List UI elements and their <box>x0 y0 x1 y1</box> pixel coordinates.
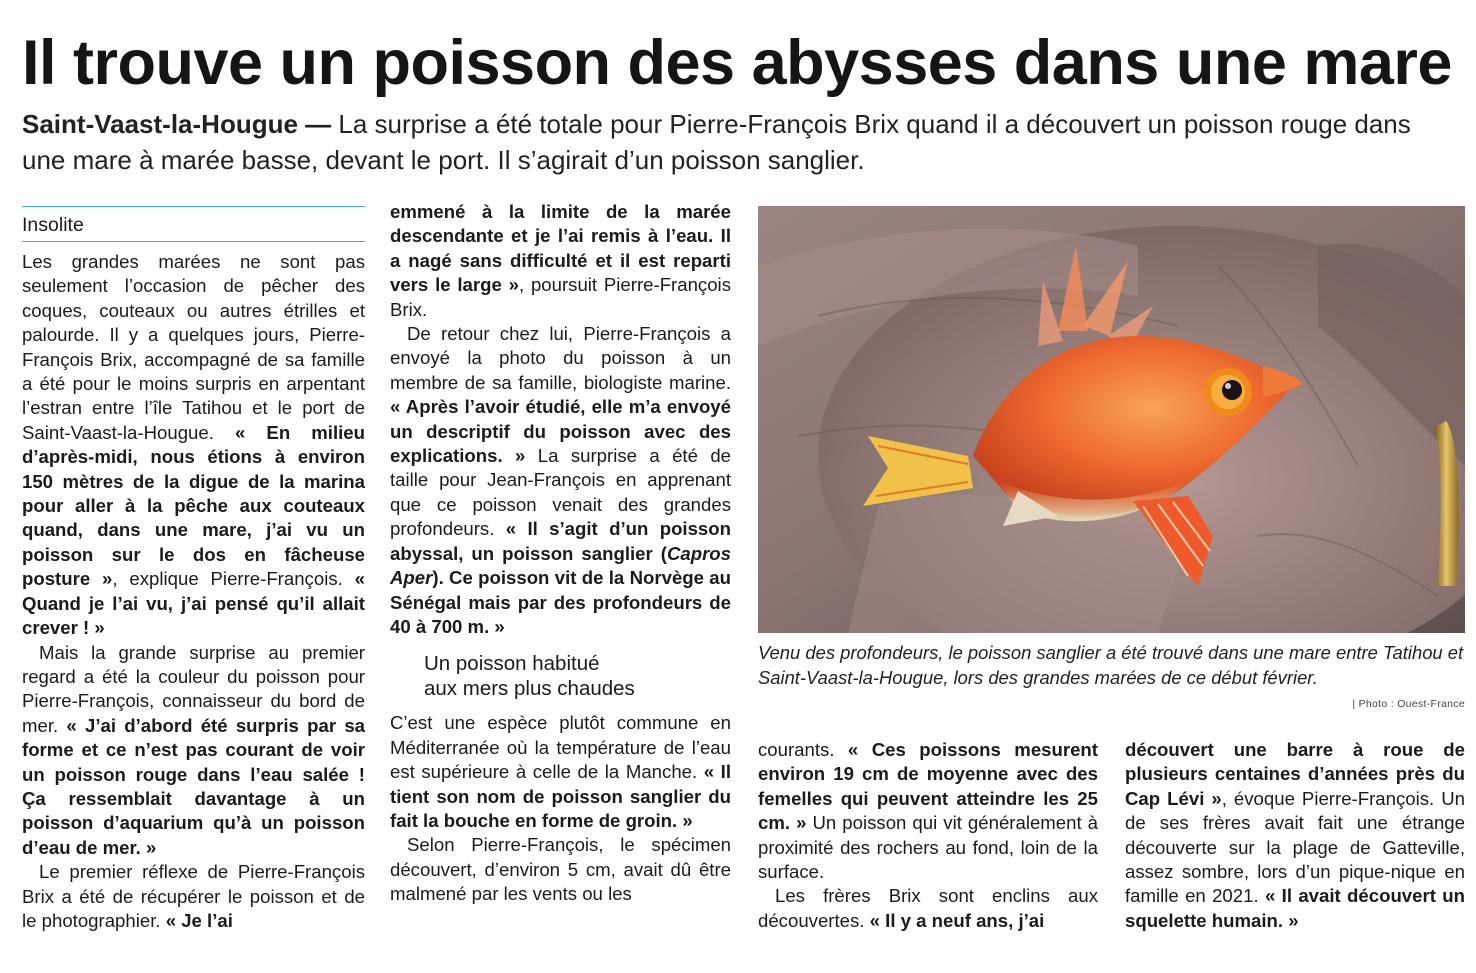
quote: « Quand je l’ai vu, j’ai pensé qu’il allait crever ! » <box>22 568 365 639</box>
text: , explique Pierre-François. <box>112 568 355 590</box>
column-2 <box>390 200 731 907</box>
standfirst-text: La surprise a été totale pour Pierre-François Brix quand il a découvert un poisson rouge dans une mare à marée basse, devant le port. Il s’agirait d’un poisson sanglier. <box>22 109 1411 175</box>
intertitle-line: Un poisson habitué <box>424 652 600 676</box>
paragraph <box>390 711 731 833</box>
paragraph <box>22 641 365 861</box>
paragraph <box>390 200 731 322</box>
paragraph <box>1125 738 1465 933</box>
photo-caption: Venu des profondeurs, le poisson sanglier a été trouvé dans une mare entre Tatihou et Saint-Vaast-la-Hougue, lors des grandes marées de ce début février. <box>758 642 1464 688</box>
text: , poursuit Pierre-François Brix. <box>390 274 731 320</box>
boarfish-in-hand-illustration <box>758 206 1465 633</box>
paragraph <box>22 250 365 641</box>
quote: « Il s’agit d’un poisson abyssal, un poisson sanglier ( <box>390 518 731 564</box>
paragraph <box>390 833 731 906</box>
quote: emmené à la limite de la marée descendante et je l’ai remis à l’eau. Il a nagé sans difficulté et il est reparti vers le large » <box>390 201 731 296</box>
standfirst <box>22 106 1442 178</box>
quote: « Il tient son nom de poisson sanglier du fait la bouche en forme de groin. » <box>390 761 731 831</box>
quote: ). Ce poisson vit de la Norvège au Sénégal mais par des profondeurs de 40 à 700 m. » <box>390 567 731 637</box>
paragraph <box>22 860 365 933</box>
dateline: Saint-Vaast-la-Hougue — <box>22 109 332 139</box>
section-rubric: Insolite <box>22 206 365 242</box>
text: , évoque Pierre-François. Un de ses frères avait fait une étrange découverte sur la plage de Gatteville, assez sombre, lors d’un pique-nique en famille en 2021. <box>1125 787 1465 907</box>
column-4 <box>1125 738 1465 933</box>
quote: « Il y a neuf ans, j’ai <box>869 909 1045 931</box>
column-1 <box>22 250 365 933</box>
intertitle-line: aux mers plus chaudes <box>424 677 635 701</box>
quote: « Il avait découvert un squelette humain. » <box>1125 885 1465 931</box>
headline: Il trouve un poisson des abysses dans une mare <box>22 28 1452 98</box>
text: courants. <box>758 739 848 760</box>
text: Un poisson qui vit généralement à proximité des rochers au fond, loin de la surface. <box>758 812 1099 883</box>
text: La surprise a été de taille pour Jean-François en apprenant que ce poisson venait des grandes profondeurs. <box>390 445 731 540</box>
paragraph <box>758 738 1098 884</box>
quote: « Je l’ai <box>165 909 233 931</box>
quote: « Ces poissons mesurent environ 19 cm de moyenne avec des femelles qui peuvent atteindre les 25 cm. » <box>758 739 1098 834</box>
text: De retour chez lui, Pierre-François a envoyé la photo du poisson à un membre de sa famille, biologiste marine. <box>390 323 731 393</box>
text: Les grandes marées ne sont pas seulement l’occasion de pêcher des coques, couteaux ou autres étrilles et palourde. Il y a quelques jours, Pierre-François Brix, accompagné de sa famille a été pour le moins surpris en arpentant l’estran entre l’île Tatihou et le port de Saint-Vaast-la-Hougue. <box>22 251 365 443</box>
text: Le premier réflexe de Pierre-François Brix a été de récupérer le poisson et de le photographier. <box>22 861 365 931</box>
quote: « J’ai d’abord été surpris par sa forme et ce n’est pas courant de voir un poisson rouge dans l’eau salée ! Ça ressemblait davantage à un poisson d’aquarium qu’à un poisson d’eau de mer. » <box>22 714 365 858</box>
text: C’est une espèce plutôt commune en Méditerranée où la température de l’eau est supérieure à celle de la Manche. <box>390 712 731 783</box>
text: Selon Pierre-François, le spécimen découvert, d’environ 5 cm, avait dû être malmené par les vents ou les <box>390 834 731 905</box>
quote: « Après l’avoir étudié, elle m’a envoyé un descriptif du poisson avec des explications. » <box>390 396 731 467</box>
quote: découvert une barre à roue de plusieurs centaines d’années près du Cap Lévi » <box>1125 739 1465 809</box>
species-name: Capros Aper <box>390 542 731 589</box>
quote: « En milieu d’après-midi, nous étions à environ 150 mètres de la digue de la marina pour aller à la pêche aux couteaux quand, dans une mare, j’ai vu un poisson sur le dos en fâcheuse posture » <box>22 421 365 590</box>
text: Mais la grande surprise au premier regard a été la couleur du poisson pour Pierre-François, connaisseur du bord de mer. <box>22 641 365 736</box>
paragraph <box>758 884 1098 933</box>
intertitle <box>390 651 731 701</box>
paragraph <box>390 322 731 639</box>
column-3 <box>758 738 1098 933</box>
fish-photo <box>758 206 1465 633</box>
photo-credit: | Photo : Ouest-France <box>1352 698 1465 710</box>
text: Les frères Brix sont enclins aux découvertes. <box>758 885 1098 931</box>
